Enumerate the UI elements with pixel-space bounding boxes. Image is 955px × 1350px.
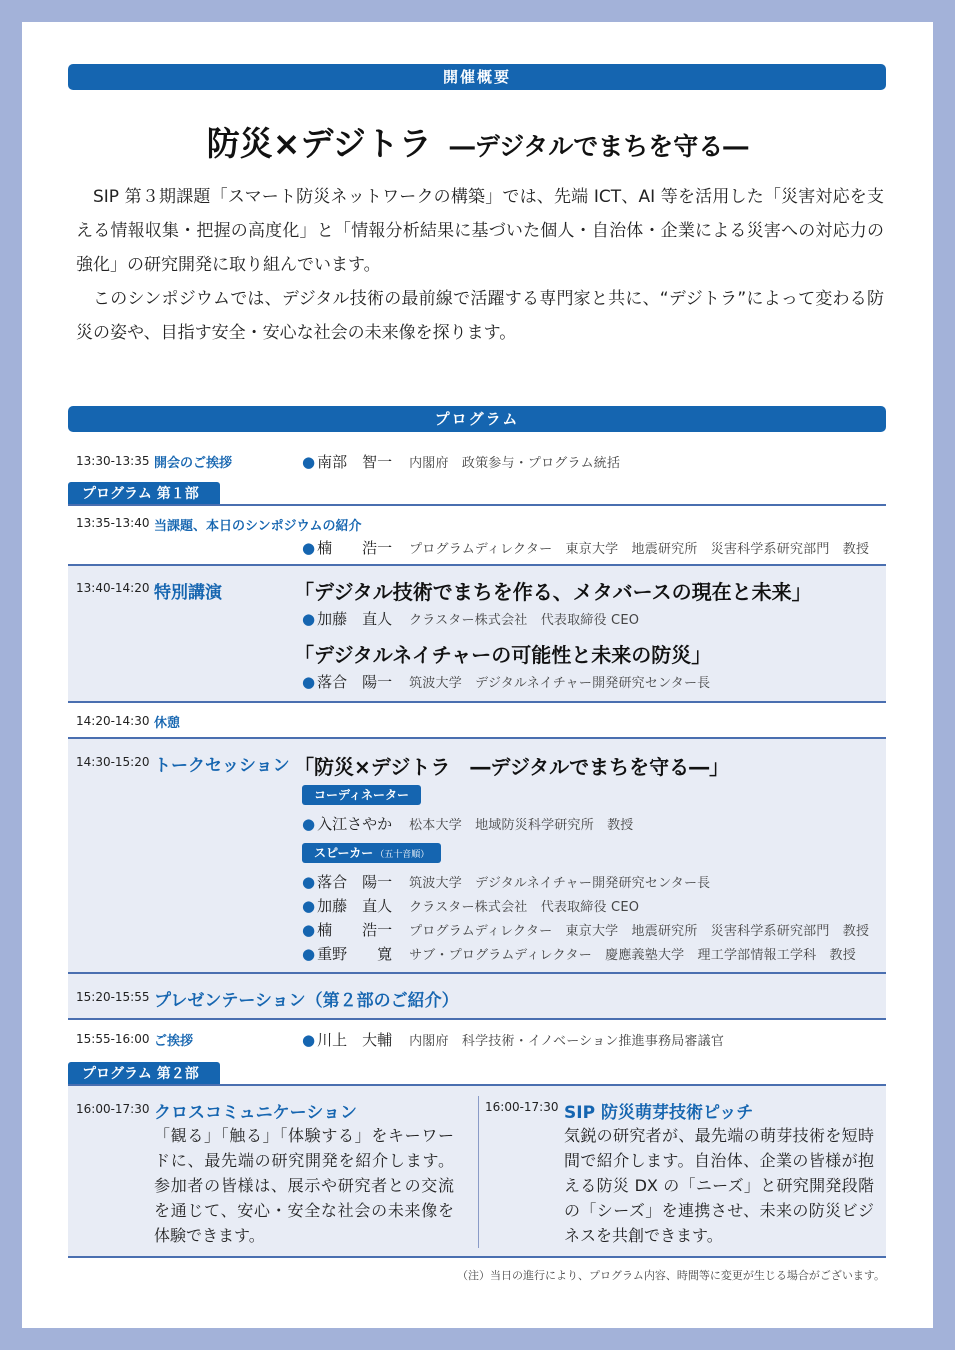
time-opening: 13:30-13:35: [76, 454, 150, 468]
time-greeting: 15:55-16:00: [76, 1032, 150, 1046]
talk-title-2: 「デジタルネイチャーの可能性と未来の防災」: [294, 643, 712, 667]
row-special-lecture: [68, 566, 886, 701]
talk-session-title: 「防災×デジトラ ―デジタルでまちを守る―」: [294, 755, 730, 779]
speaker-talk-2: ● 加藤 直人 クラスター株式会社 代表取締役 CEO: [302, 897, 640, 915]
label-presentation: プレゼンテーション（第２部のご紹介）: [154, 991, 459, 1011]
intro-paragraph-2: このシンポジウムでは、デジタル技術の最前線で活躍する専門家と共に、“デジトラ”によって変わる防災の姿や、目指す安全・安心な社会の未来像を探ります。: [76, 289, 884, 343]
time-cross: 16:00-17:30: [76, 1102, 150, 1116]
label-intro: 当課題、本日のシンポジウムの紹介: [154, 519, 362, 534]
label-special: 特別講演: [154, 583, 222, 603]
bullet-icon: ●: [302, 873, 316, 891]
headline-main: 防災×デジトラ: [206, 124, 432, 163]
bullet-icon: ●: [302, 815, 316, 833]
speaker-intro: ● 楠 浩一 プログラムディレクター 東京大学 地震研究所 災害科学系研究部門 教授: [302, 539, 870, 557]
coordinator-label: コーディネーター: [302, 785, 421, 805]
talk-title-1: 「デジタル技術でまちを作る、メタバースの現在と未来」: [294, 580, 812, 604]
speaker-talk-4: ● 重野 寛 サブ・プログラムディレクター 慶應義塾大学 理工学部情報工学科 教授: [302, 945, 856, 963]
bullet-icon: ●: [302, 673, 316, 691]
bullet-icon: ●: [302, 897, 316, 915]
speaker-greeting: ● 川上 大輔 内閣府 科学技術・イノベーション推進事務局審議官: [302, 1031, 725, 1049]
label-opening: 開会のご挨拶: [154, 456, 233, 471]
label-greeting: ご挨拶: [154, 1034, 194, 1049]
divider: [68, 1256, 886, 1258]
row-presentation: [68, 974, 886, 1018]
overview-heading-bar: 開催概要: [68, 64, 886, 90]
bullet-icon: ●: [302, 610, 316, 628]
speakers-label: スピーカー （五十音順）: [302, 843, 441, 863]
row-intro-session: [68, 508, 886, 562]
speaker-talk-1: ● 落合 陽一 筑波大学 デジタルネイチャー開発研究センター長: [302, 873, 711, 891]
bullet-icon: ●: [302, 945, 316, 963]
speaker-talk-3: ● 楠 浩一 プログラムディレクター 東京大学 地震研究所 災害科学系研究部門 教授: [302, 921, 870, 939]
time-presentation: 15:20-15:55: [76, 990, 150, 1004]
time-break: 14:20-14:30: [76, 714, 150, 728]
bullet-icon: ●: [302, 539, 316, 557]
speaker-opening: ● 南部 智一 内閣府 政策参与・プログラム統括: [302, 453, 621, 471]
row-greeting: [68, 1020, 886, 1058]
row-break: [68, 703, 886, 737]
intro-paragraph-1: SIP 第３期課題「スマート防災ネットワークの構築」では、先端 ICT、AI 等を活用した「災害対応を支える情報収集・把握の高度化」と「情報分析結果に基づいた個人・自治体・企業による災害への対応力の強化」の研究開発に取り組んでいます。: [76, 187, 884, 275]
program-heading-bar: プログラム: [68, 406, 886, 432]
row-talk-session: [68, 739, 886, 972]
speaker-special-2: ● 落合 陽一 筑波大学 デジタルネイチャー開発研究センター長: [302, 673, 711, 691]
intro-text: [76, 180, 884, 350]
footnote: （注）当日の進行により、プログラム内容、時間等に変更が生じる場合がございます。: [456, 1269, 885, 1282]
time-special: 13:40-14:20: [76, 581, 150, 595]
row-opening: [68, 448, 886, 476]
time-talk: 14:30-15:20: [76, 755, 150, 769]
column-divider: [478, 1096, 479, 1248]
bullet-icon: ●: [302, 921, 316, 939]
time-pitch: 16:00-17:30: [485, 1100, 559, 1114]
label-talk: トークセッション: [154, 756, 290, 776]
headline-sub: ―デジタルでまちを守る―: [449, 132, 749, 161]
bullet-icon: ●: [302, 453, 316, 471]
desc-cross: 「観る」「触る」「体験する」をキーワードに、最先端の研究開発を紹介します。参加者の皆様は、展示や研究者との交流を通じて、安心・安全な社会の未来像を体験できます。: [154, 1126, 454, 1245]
row-part2: [68, 1086, 886, 1256]
time-intro: 13:35-13:40: [76, 516, 150, 530]
label-break: 休憩: [154, 716, 181, 731]
speaker-coordinator: ● 入江さやか 松本大学 地域防災科学研究所 教授: [302, 815, 634, 833]
bullet-icon: ●: [302, 1031, 316, 1049]
speaker-special-1: ● 加藤 直人 クラスター株式会社 代表取締役 CEO: [302, 610, 640, 628]
divider: [68, 504, 886, 506]
label-cross: クロスコミュニケーション: [154, 1103, 357, 1123]
headline: [0, 118, 955, 165]
tab-part1: プログラム 第１部: [68, 482, 220, 506]
desc-pitch: 気鋭の研究者が、最先端の萌芽技術を短時間で紹介します。自治体、企業の皆様が抱える防災 DX の「ニーズ」と研究開発段階の「シーズ」を連携させ、未来の防災ビジネスを共創できます。: [564, 1126, 874, 1245]
tab-part2: プログラム 第２部: [68, 1062, 220, 1086]
label-pitch: SIP 防災萌芽技術ピッチ: [564, 1103, 754, 1123]
